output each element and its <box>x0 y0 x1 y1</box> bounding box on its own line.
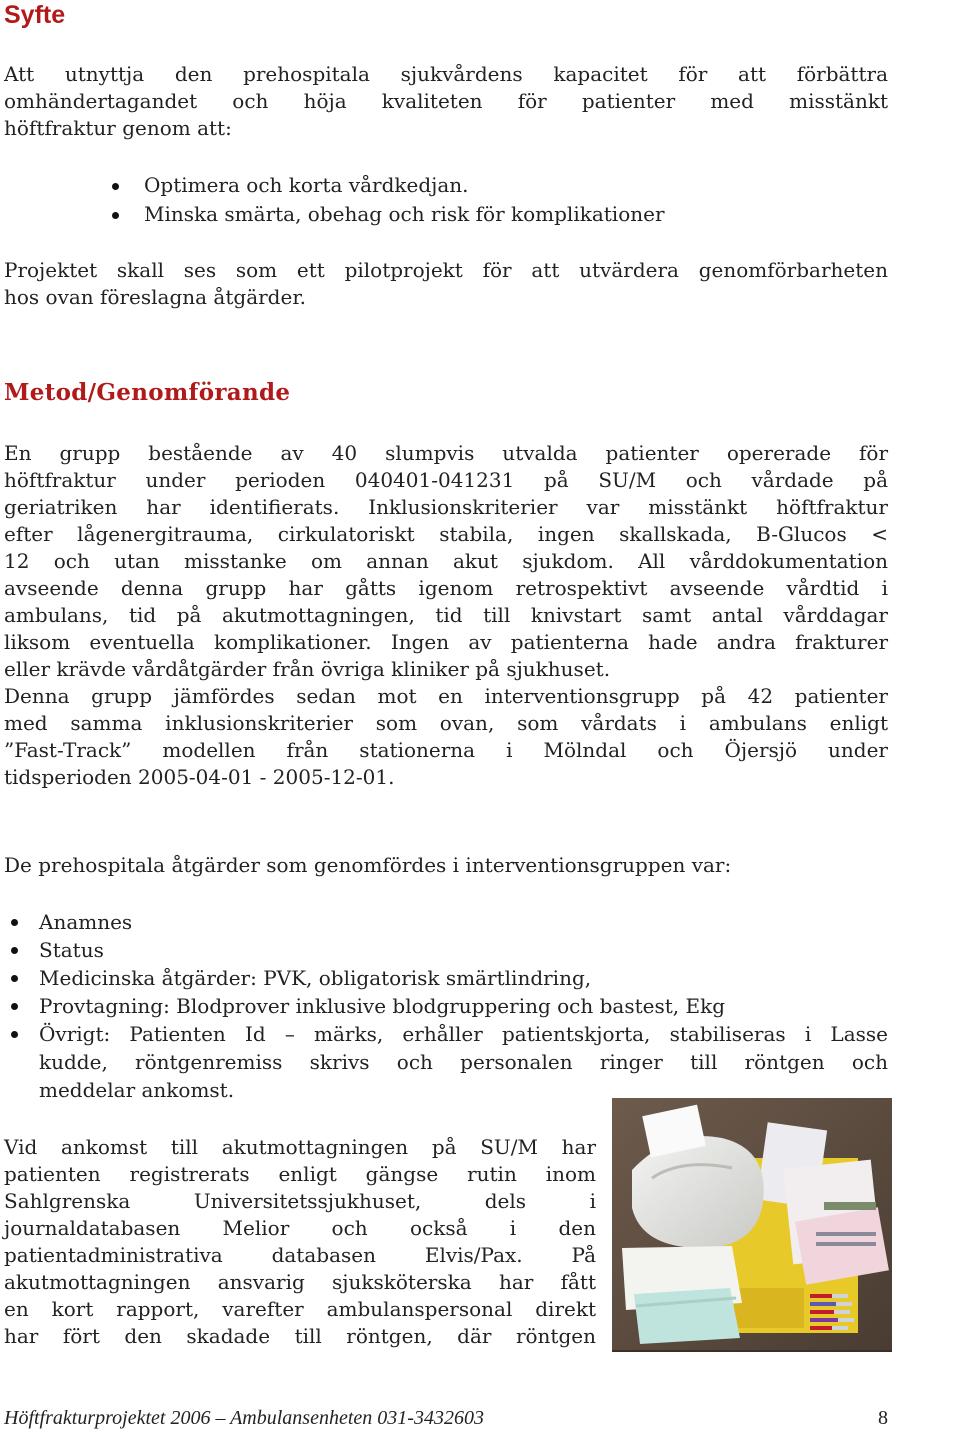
page-footer <box>4 1404 888 1432</box>
section-title-syfte: Syfte <box>4 1 66 29</box>
text-line: höftfraktur under perioden 040401-041231 på SU/M och vårdade på <box>4 468 888 492</box>
text-line: patienten registrerats enligt gängse rutin inom <box>4 1162 596 1186</box>
text-line: har fört den skadade till röntgen, där röntgen <box>4 1324 596 1348</box>
syfte-intro <box>4 61 888 142</box>
list-item-ovrigt: Övrigt: Patienten Id – märks, erhåller patientskjorta, stabiliseras i Lasse kudde, röntgenremiss skrivs och personalen ringer till röntgen och meddelar ankomst. <box>4 1020 888 1104</box>
blanket-icon <box>634 1288 740 1344</box>
text-line: patientadministrativa databasen Elvis/Pax. På <box>4 1243 596 1267</box>
text-line: hos ovan föreslagna åtgärder. <box>4 285 307 309</box>
text-line: En grupp bestående av 40 slumpvis utvalda patienter opererade för <box>4 441 888 465</box>
bullet-icon <box>11 1003 18 1010</box>
list-item: Provtagning: Blodprover inklusive blodgruppering och bastest, Ekg <box>4 992 888 1020</box>
text-line: tidsperioden 2005-04-01 - 2005-12-01. <box>4 765 395 789</box>
text-line: geriatriken har identifierats. Inklusionskriterier var misstänkt höftfraktur <box>4 495 888 519</box>
text-line: journaldatabasen Melior och också i den <box>4 1216 596 1240</box>
bullet-icon <box>11 919 18 926</box>
bullet-icon <box>11 975 18 982</box>
text-line: omhändertagandet och höja kvaliteten för patienter med misstänkt <box>4 89 888 113</box>
photo-illustration <box>612 1098 892 1350</box>
list-item: Anamnes <box>4 908 888 936</box>
text-line: akutmottagningen ansvarig sjuksköterska har fått <box>4 1270 596 1294</box>
text-line: höftfraktur genom att: <box>4 116 232 140</box>
text-line: ”Fast-Track” modellen från stationerna i Mölndal och Öjersjö under <box>4 738 888 762</box>
text-line: Att utnyttja den prehospitala sjukvårdens kapacitet för att förbättra <box>4 62 888 86</box>
page-number: 8 <box>878 1407 888 1429</box>
section-title-metod: Metod/Genomförande <box>4 379 291 406</box>
text-line: liksom eventuella komplikationer. Ingen av patienterna hade andra frakturer <box>4 630 888 654</box>
list-item: Status <box>4 936 888 964</box>
arrival-paragraph <box>4 1134 596 1350</box>
text-line: ambulans, tid på akutmottagningen, tid till knivstart samt antal vårddagar <box>4 603 888 627</box>
text-line: eller krävde vårdåtgärder från övriga kliniker på sjukhuset. <box>4 657 611 681</box>
text-line: efter lågenergitrauma, cirkulatoriskt stabila, ingen skallskada, B-Glucos < <box>4 522 888 546</box>
interventions-list <box>4 908 888 1104</box>
text-line: Denna grupp jämfördes sedan mot en interventionsgrupp på 42 patienter <box>4 684 888 708</box>
list-item: Medicinska åtgärder: PVK, obligatorisk smärtlindring, <box>4 964 888 992</box>
text-line: Sahlgrenska Universitetssjukhuset, dels i <box>4 1189 596 1213</box>
text-line: Vid ankomst till akutmottagningen på SU/M har <box>4 1135 596 1159</box>
bullet-icon <box>11 1031 18 1038</box>
list-item: Minska smärta, obehag och risk för komplikationer <box>104 200 894 229</box>
bullet-icon <box>112 212 119 219</box>
text-line: en kort rapport, varefter ambulanspersonal direkt <box>4 1297 596 1321</box>
bullet-icon <box>112 183 119 190</box>
text-line: med samma inklusionskriterier som ovan, som vårdats i ambulans enligt <box>4 711 888 735</box>
list-item: Optimera och korta vårdkedjan. <box>104 171 894 200</box>
footer-text: Höftfrakturprojektet 2006 – Ambulansenheten 031-3432603 <box>4 1407 484 1429</box>
text-line: Projektet skall ses som ett pilotprojekt för att utvärdera genomförbarheten <box>4 258 888 282</box>
pilot-paragraph <box>4 257 888 311</box>
interventions-intro: De prehospitala åtgärder som genomfördes i interventionsgruppen var: <box>4 853 732 877</box>
text-line: 12 och utan misstanke om annan akut sjukdom. All vårddokumentation <box>4 549 888 573</box>
syfte-bullet-list <box>104 171 894 229</box>
metod-paragraph <box>4 440 888 791</box>
text-line: avseende denna grupp har gåtts igenom retrospektivt avseende vårdtid i <box>4 576 888 600</box>
bullet-icon <box>11 947 18 954</box>
fast-track-kit-photo <box>612 1098 892 1352</box>
